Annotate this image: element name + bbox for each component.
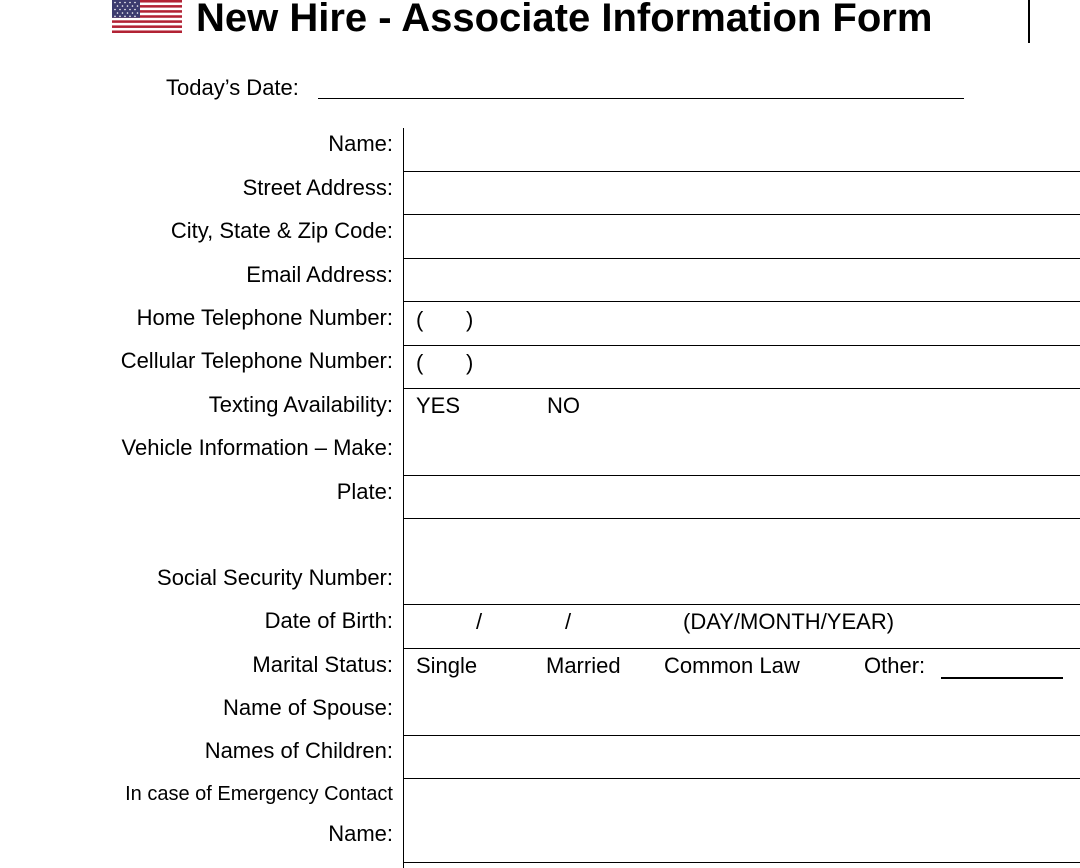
home-phone-field[interactable] [403,345,1080,346]
ssn-label: Social Security Number: [157,565,393,590]
city-field[interactable] [403,258,1080,259]
emergency-name-label: Name: [328,821,393,846]
street-field[interactable] [403,214,1080,215]
dob-slash-1: / [476,609,483,634]
marital-label: Marital Status: [252,652,393,677]
city-label: City, State & Zip Code: [170,218,393,243]
texting-yes-option[interactable]: YES [416,393,461,418]
home-phone-open-paren: ( [416,307,424,332]
spouse-field[interactable] [403,735,1080,736]
text-cursor [1028,0,1030,43]
texting-no-option[interactable]: NO [547,393,580,418]
form-title: New Hire - Associate Information Form [196,0,933,40]
us-flag-icon [112,0,182,33]
marital-other-option[interactable]: Other: [864,653,926,678]
home-phone-close-paren: ) [466,307,474,332]
children-label: Names of Children: [204,738,393,763]
vehicle-label: Vehicle Information – Make: [121,435,393,460]
marital-single-option[interactable]: Single [416,653,478,678]
marital-married-option[interactable]: Married [546,653,621,678]
plate-field[interactable] [403,518,1080,519]
dob-format-hint: (DAY/MONTH/YEAR) [683,609,895,634]
form-divider-vertical [403,128,404,868]
dob-label: Date of Birth: [264,608,393,633]
name-field[interactable] [403,171,1080,172]
emergency-field[interactable] [403,862,1080,863]
children-field[interactable] [403,778,1080,779]
cell-phone-label: Cellular Telephone Number: [120,348,393,373]
emergency-label: In case of Emergency Contact [125,783,393,805]
texting-label: Texting Availability: [208,392,393,417]
dob-field[interactable] [403,648,1080,649]
plate-label: Plate: [336,479,393,504]
todays-date-label: Today’s Date: [166,75,299,100]
cell-phone-field[interactable] [403,388,1080,389]
marital-other-field[interactable] [941,677,1063,679]
home-phone-label: Home Telephone Number: [136,305,393,330]
marital-common-law-option[interactable]: Common Law [664,653,800,678]
name-label: Name: [328,131,393,156]
street-label: Street Address: [242,175,393,200]
spouse-label: Name of Spouse: [223,695,393,720]
email-field[interactable] [403,301,1080,302]
email-label: Email Address: [246,262,393,287]
ssn-field[interactable] [403,604,1080,605]
dob-slash-2: / [565,609,572,634]
cell-phone-close-paren: ) [466,350,474,375]
vehicle-field[interactable] [403,475,1080,476]
todays-date-field[interactable] [318,98,964,99]
cell-phone-open-paren: ( [416,350,424,375]
